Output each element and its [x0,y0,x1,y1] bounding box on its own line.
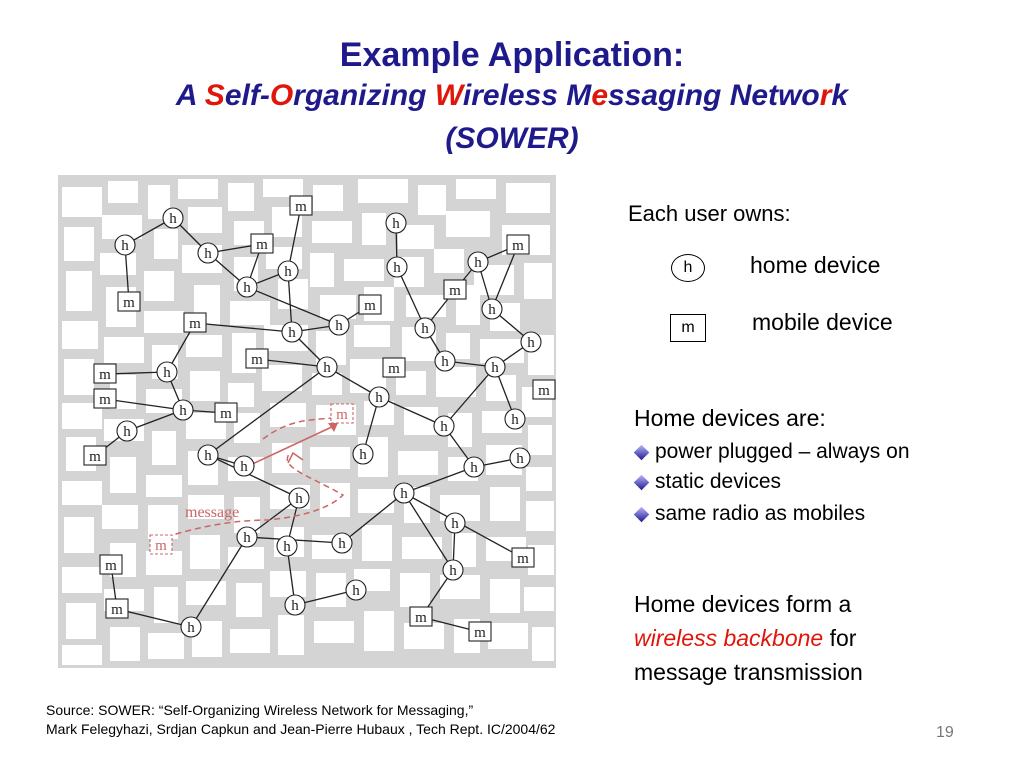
map-building [320,483,350,517]
home-device-node [289,488,309,508]
mobile-device-node [246,349,268,368]
svg-text:m: m [295,199,307,215]
home-device-node [464,457,484,477]
map-building [524,263,552,299]
svg-text:h: h [338,536,346,552]
map-building [310,447,350,469]
map-building [418,185,446,215]
svg-text:m: m [364,298,376,314]
svg-text:h: h [163,365,171,381]
svg-text:m: m [123,295,135,311]
page-number: 19 [936,724,954,741]
svg-text:h: h [421,321,429,337]
legend-mobile-label: mobile device [752,309,893,335]
home-device-node [521,332,541,352]
home-device-node [332,533,352,553]
map-building [234,413,260,443]
map-building [148,633,184,659]
map-building [62,321,98,349]
home-device-node [386,213,406,233]
map-building [228,183,254,211]
map-building [398,451,438,475]
map-building [404,623,444,649]
map-building [108,181,138,203]
map-building [310,253,334,287]
home-device-node [505,409,525,429]
svg-text:h: h [491,360,499,376]
map-building [64,517,94,553]
home-device-node [173,400,193,420]
map-building [362,525,392,561]
svg-text:h: h [243,280,251,296]
svg-text:h: h [204,448,212,464]
svg-text:h: h [451,516,459,532]
mobile-device-node [444,280,466,299]
home-device-node [434,416,454,436]
mobile-device-node [512,548,534,567]
map-building [436,367,476,397]
map-building [148,505,178,539]
home-device-node [443,560,463,580]
map-building [490,487,520,521]
map-building [66,271,92,311]
home-device-node [278,261,298,281]
map-building [270,403,306,427]
svg-text:h: h [240,459,248,475]
map-building [64,227,94,261]
map-building [62,187,102,217]
svg-text:h: h [441,354,449,370]
map-building [62,567,102,593]
svg-text:m: m [336,407,348,423]
map-building [358,179,408,203]
map-building [526,467,552,491]
svg-text:m: m [474,625,486,641]
home-device-node [115,235,135,255]
svg-text:h: h [393,260,401,276]
svg-text:h: h [527,335,535,351]
mobile-device-node [150,535,172,554]
mobile-device-node [184,313,206,332]
svg-text:h: h [283,539,291,555]
home-device-node [468,252,488,272]
map-building [456,179,496,199]
map-building [278,279,308,309]
home-device-node [282,322,302,342]
svg-text:m: m [517,551,529,567]
map-building [154,229,178,259]
svg-text:m: m [449,283,461,299]
svg-text:m: m [251,352,263,368]
map-building [314,621,354,643]
map-building [528,425,552,455]
svg-text:h: h [511,412,519,428]
map-building [402,537,442,559]
network-map-diagram [58,175,556,668]
bullet-item: same radio as mobiles [634,502,865,526]
home-device-node [317,357,337,377]
map-building [190,535,220,569]
map-building [344,259,384,281]
svg-text:h: h [392,216,400,232]
home-device-node [117,421,137,441]
home-device-node [277,536,297,556]
map-building [434,249,464,273]
home-device-node [445,513,465,533]
svg-text:h: h [400,486,408,502]
legend-heading: Each user owns: [628,201,791,226]
slide-subtitle-acronym: (SOWER) [445,122,579,155]
mobile-device-node [359,295,381,314]
map-building [312,221,352,243]
slide-title: Example Application: [339,36,685,74]
map-building [488,623,528,649]
map-building [62,645,102,665]
mobile-device-node [331,404,353,423]
svg-text:m: m [189,316,201,332]
home-device-node [485,357,505,377]
home-device-node [482,299,502,319]
message-label: message [185,504,240,521]
home-device-node [387,257,407,277]
home-device-node [198,445,218,465]
svg-text:h: h [335,318,343,334]
home-device-node [329,315,349,335]
map-building [262,365,302,391]
svg-text:h: h [123,424,131,440]
svg-text:h: h [440,419,448,435]
map-building [146,475,182,497]
svg-text:h: h [243,530,251,546]
mobile-device-node [106,599,128,618]
mobile-device-node [251,234,273,253]
svg-text:h: h [323,360,331,376]
svg-text:h: h [375,390,383,406]
svg-text:m: m [89,449,101,465]
map-building [313,185,343,211]
legend-mobile-symbol: m [670,314,706,342]
mobile-device-node [533,380,555,399]
svg-text:h: h [179,403,187,419]
map-building [358,489,394,513]
map-building [66,603,96,639]
home-device-node [346,580,366,600]
map-building [490,579,520,613]
svg-text:h: h [288,325,296,341]
home-device-node [415,318,435,338]
home-device-node [198,243,218,263]
svg-text:h: h [121,238,129,254]
map-building [486,375,516,401]
map-building [446,211,490,237]
svg-text:m: m [111,602,123,618]
map-building [354,325,390,347]
svg-text:h: h [488,302,496,318]
map-building [364,611,394,651]
map-building [152,431,176,465]
map-building [110,627,140,661]
map-building [236,583,262,617]
slide-subtitle: A Self-Organizing Wireless Messaging Network [175,79,849,112]
map-building [506,183,550,213]
svg-text:h: h [516,451,524,467]
bullet-item: static devices [634,470,781,494]
map-building [144,271,174,301]
svg-text:h: h [474,255,482,271]
map-building [526,501,554,531]
svg-text:m: m [256,237,268,253]
map-building [316,573,346,607]
legend-home-symbol: h [671,254,705,282]
map-building [186,335,222,357]
svg-text:m: m [99,367,111,383]
map-building [532,627,554,661]
svg-text:m: m [538,383,550,399]
svg-text:h: h [449,563,457,579]
source-citation: Source: SOWER: “Self-Organizing Wireless Network for Messaging,” Mark Felegyhazi, Srdjan Capkun and Jean-Pierre Hubaux , Tech Rept. IC/2004/62 [46,702,556,737]
map-building [263,179,303,197]
svg-text:h: h [169,211,177,227]
backbone-text: Home devices form a wireless backbone for message transmission [634,591,863,685]
mobile-device-node [94,364,116,383]
home-device-node [369,387,389,407]
map-building [146,551,182,575]
map-building [524,587,554,611]
map-building [190,371,220,401]
svg-text:h: h [295,491,303,507]
home-device-node [157,362,177,382]
svg-text:m: m [99,392,111,408]
mobile-device-node [100,555,122,574]
mobile-device-node [290,196,312,215]
svg-text:h: h [470,460,478,476]
diamond-bullet-icon [634,474,650,490]
svg-text:h: h [187,620,195,636]
svg-text:h: h [204,246,212,262]
mobile-device-node [94,389,116,408]
map-building [400,573,430,607]
home-device-node [394,483,414,503]
map-building [104,337,144,363]
map-building [178,179,218,199]
mobile-device-node [410,607,432,626]
mobile-device-node [469,622,491,641]
svg-text:m: m [512,238,524,254]
map-building [110,457,136,493]
home-device-node [285,595,305,615]
svg-text:h: h [284,264,292,280]
map-building [186,581,226,605]
map-building [154,587,178,623]
home-device-node [510,448,530,468]
svg-text:m: m [105,558,117,574]
mobile-device-node [507,235,529,254]
diamond-bullet-icon [634,444,650,460]
mobile-device-node [118,292,140,311]
svg-text:m: m [220,406,232,422]
map-building [230,629,270,653]
home-device-node [237,277,257,297]
home-device-node [181,617,201,637]
map-building [62,481,102,505]
map-building [270,571,306,597]
map-building [362,213,386,245]
home-devices-heading: Home devices are: [634,405,826,431]
bullet-item: power plugged – always on [634,440,910,464]
map-building [230,301,270,325]
backbone-highlight: wireless backbone [634,625,824,651]
home-device-node [234,456,254,476]
mobile-device-node [215,403,237,422]
map-building [188,207,222,233]
svg-text:h: h [291,598,299,614]
legend-home-label: home device [750,252,881,278]
svg-text:h: h [352,583,360,599]
mobile-device-node [84,446,106,465]
map-building [278,615,304,655]
svg-text:m: m [415,610,427,626]
svg-text:m: m [155,538,167,554]
home-device-node [163,208,183,228]
map-building [440,575,480,599]
map-building [64,359,94,395]
svg-text:m: m [388,361,400,377]
home-device-node [435,351,455,371]
home-device-node [353,444,373,464]
map-building [102,505,138,529]
home-device-node [237,527,257,547]
map-building [144,311,184,333]
diamond-bullet-icon [634,506,650,522]
map-building [100,253,136,275]
svg-text:h: h [359,447,367,463]
mobile-device-node [383,358,405,377]
